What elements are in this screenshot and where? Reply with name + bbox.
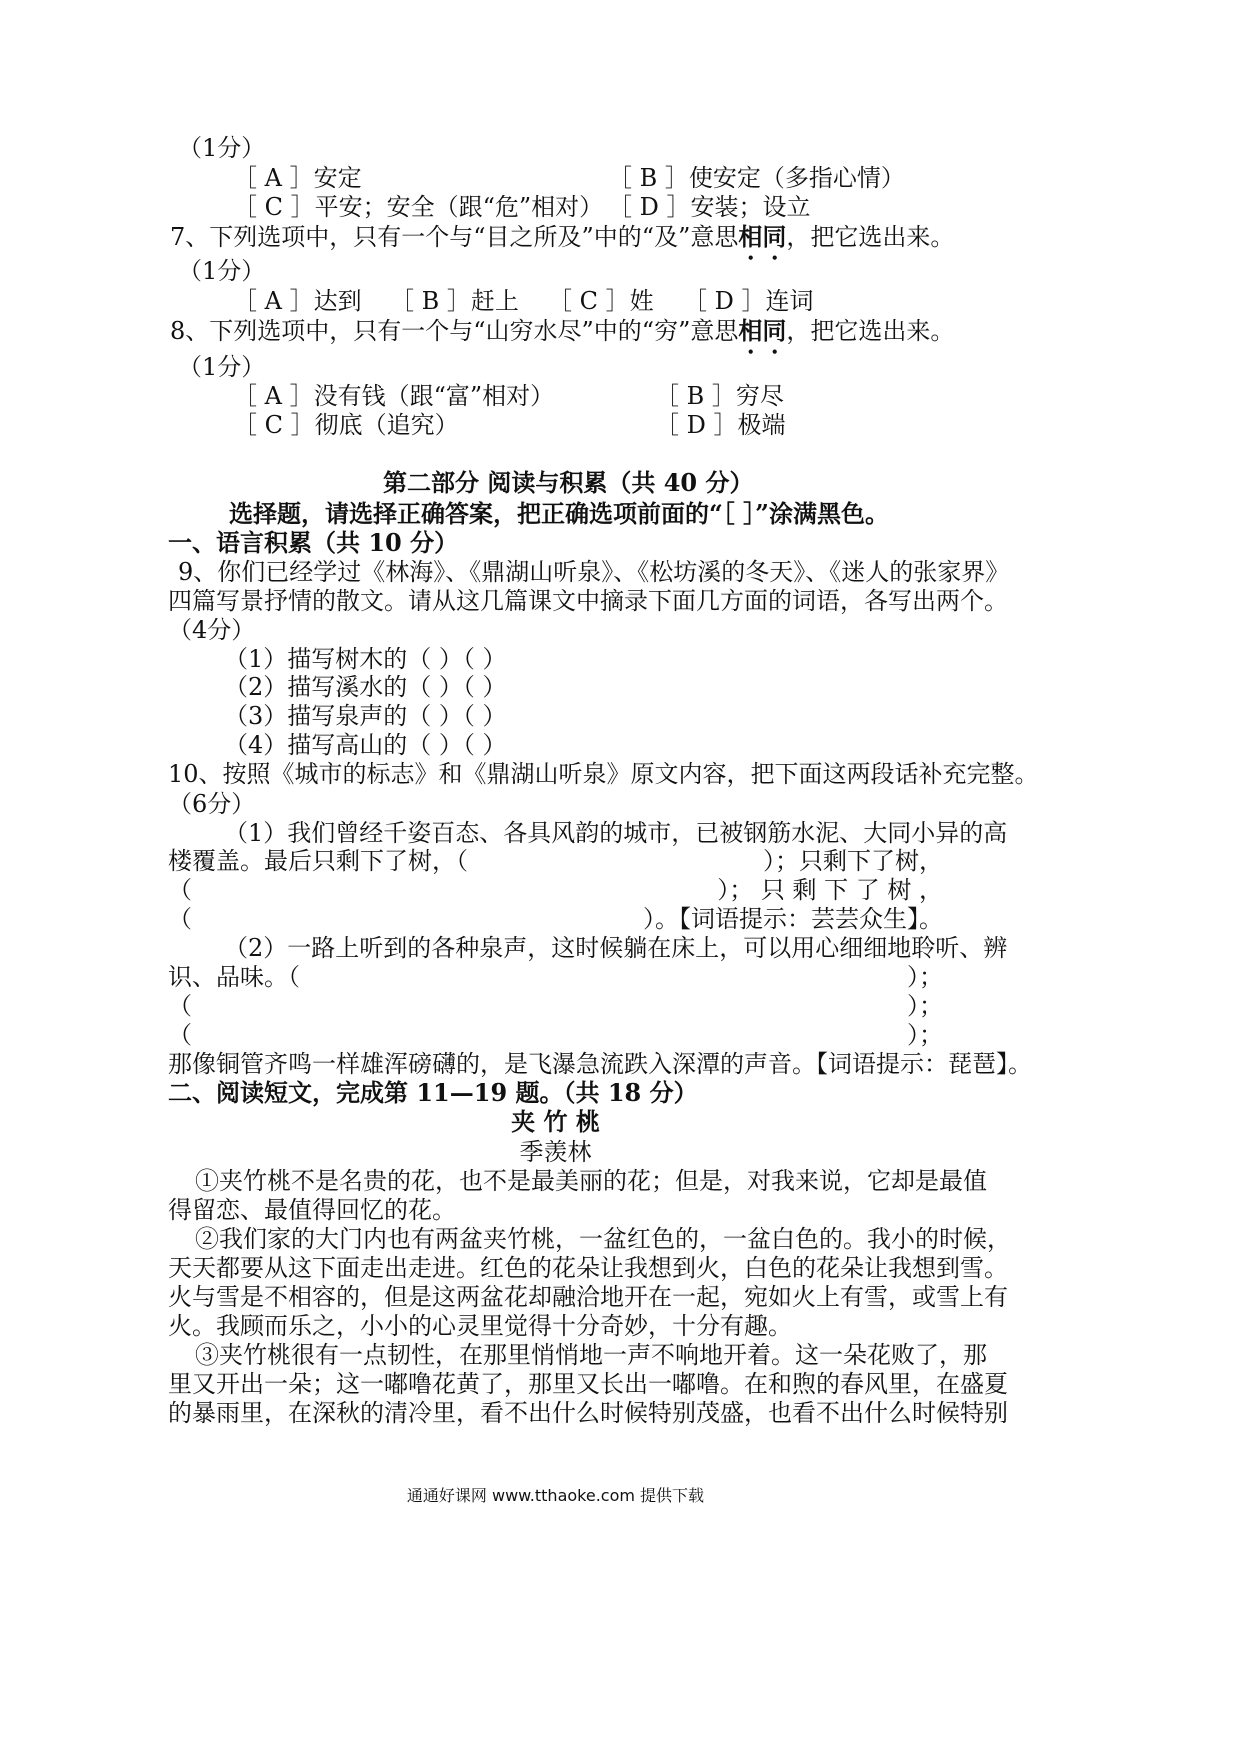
q10-p2-line-3[interactable]	[168, 991, 943, 1021]
q8-emphasis: 相同	[738, 316, 787, 345]
q8-text-after: ，把它选出来。	[786, 317, 955, 345]
q7-option-d[interactable]: ［ D ］连词	[683, 287, 814, 315]
passage-p1-line-2: 得留恋、最值得回忆的花。	[168, 1196, 456, 1224]
q10-p1-line-3[interactable]	[168, 875, 943, 905]
part2-title: 第二部分 阅读与积累（共 40 分）	[383, 468, 754, 497]
section2-heading: 二、阅读短文，完成第 11—19 题。（共 18 分）	[168, 1078, 698, 1107]
q8-score: （1分）	[178, 353, 266, 381]
q10-p1-line-3-right: ）； 只 剩 下 了 树 ，	[717, 876, 943, 904]
section1-heading: 一、语言积累（共 10 分）	[168, 528, 459, 557]
passage-author: 季羡林	[519, 1138, 592, 1166]
q10-p1-line-1: （1）我们曾经千姿百态、各具风韵的城市，已被钢筋水泥、大同小异的高	[224, 819, 1008, 847]
q8-question	[170, 316, 954, 359]
q10-p1-line-4-left: （	[168, 905, 192, 933]
q9-item-3[interactable]: （3）描写泉声的（ ）（ ）	[224, 702, 507, 730]
q8-option-b[interactable]: ［ B ］穷尽	[655, 382, 784, 410]
q9-item-1[interactable]: （1）描写树木的（ ）（ ）	[224, 645, 507, 673]
q10-p1-line-3-left: （	[168, 876, 192, 904]
q10-p2-line-1: （2）一路上听到的各种泉声，这时候躺在床上，可以用心细细地聆听、辨	[224, 934, 1008, 962]
q7-emphasis: 相同	[738, 222, 787, 251]
q7-question	[170, 222, 954, 265]
q10-score: （6分）	[168, 790, 256, 818]
q10-p2-line-2[interactable]	[168, 962, 943, 992]
q10-p1-line-2-right: ）；只剩下了树，	[763, 847, 943, 875]
q10-p2-line-3-left: （	[168, 992, 192, 1020]
q6-option-b[interactable]: ［ B ］使安定（多指心情）	[608, 164, 905, 192]
q7-text-after: ，把它选出来。	[786, 223, 955, 251]
passage-p2-line-3: 火与雪是不相容的，但是这两盆花却融洽地开在一起，宛如火上有雪，或雪上有	[168, 1283, 1008, 1311]
passage-p1-line-1: ①夹竹桃不是名贵的花，也不是最美丽的花；但是，对我来说，它却是最值	[195, 1167, 987, 1195]
q10-p2-line-4[interactable]	[168, 1020, 943, 1050]
q10-p2-line-2-left: 识、品味。（	[168, 963, 300, 991]
q6-option-a[interactable]: ［ A ］安定	[233, 164, 362, 192]
q7-option-a[interactable]: ［ A ］达到	[233, 287, 362, 315]
q7-option-c[interactable]: ［ C ］姓	[548, 287, 654, 315]
q10-p2-line-4-right: ）；	[907, 1021, 943, 1049]
q10-p1-line-4[interactable]	[168, 904, 943, 934]
q10-p2-line-2-right: ）；	[907, 963, 943, 991]
q9-score: （4分）	[168, 616, 256, 644]
passage-p3-line-2: 里又开出一朵；这一嘟噜花黄了，那里又长出一嘟噜。在和煦的春风里，在盛夏	[168, 1370, 1008, 1398]
passage-p2-line-1: ②我们家的大门内也有两盆夹竹桃，一盆红色的，一盆白色的。我小的时候，	[195, 1225, 1011, 1253]
q9-item-2[interactable]: （2）描写溪水的（ ）（ ）	[224, 673, 507, 701]
q10-p1-line-2[interactable]	[168, 846, 943, 876]
q7-text-before: 7、下列选项中，只有一个与“目之所及”中的“及”意思	[170, 223, 739, 251]
q10-line-1: 10、按照《城市的标志》和《鼎湖山听泉》原文内容，把下面这两段话补充完整。	[168, 760, 1039, 788]
q10-p1-line-4-right: ）。【词语提示：芸芸众生】。	[643, 905, 943, 933]
q9-item-4[interactable]: （4）描写高山的（ ）（ ）	[224, 731, 507, 759]
passage-p2-line-2: 天天都要从这下面走出走进。红色的花朵让我想到火，白色的花朵让我想到雪。	[168, 1254, 1008, 1282]
passage-title: 夹 竹 桃	[511, 1107, 600, 1136]
q10-p1-line-2-left: 楼覆盖。最后只剩下了树，（	[168, 847, 468, 875]
q6-option-d[interactable]: ［ D ］安装；设立	[608, 193, 811, 221]
q7-option-b[interactable]: ［ B ］赶上	[390, 287, 519, 315]
q9-line-1: 9、你们已经学过《林海》、《鼎湖山听泉》、《松坊溪的冬天》、《迷人的张家界》	[178, 558, 1010, 586]
page-footer: 通通好课网 www.tthaoke.com 提供下载	[406, 1486, 705, 1505]
q10-p2-line-4-left: （	[168, 1021, 192, 1049]
q6-score: （1分）	[178, 134, 266, 162]
q8-option-c[interactable]: ［ C ］彻底（追究）	[233, 411, 459, 439]
q6-option-c[interactable]: ［ C ］平安；安全（跟“危”相对）	[233, 193, 604, 221]
q8-text-before: 8、下列选项中，只有一个与“山穷水尽”中的“穷”意思	[170, 317, 739, 345]
passage-p2-line-4: 火。我顾而乐之，小小的心灵里觉得十分奇妙，十分有趣。	[168, 1312, 792, 1340]
q8-option-d[interactable]: ［ D ］极端	[655, 411, 786, 439]
passage-p3-line-3: 的暴雨里，在深秋的清冷里，看不出什么时候特别茂盛，也看不出什么时候特别	[168, 1399, 1008, 1427]
q9-line-2: 四篇写景抒情的散文。请从这几篇课文中摘录下面几方面的词语，各写出两个。	[168, 587, 1008, 615]
passage-p3-line-1: ③夹竹桃很有一点韧性，在那里悄悄地一声不响地开着。这一朵花败了，那	[195, 1341, 987, 1369]
q10-p2-line-5: 那像铜管齐鸣一样雄浑磅礴的，是飞瀑急流跌入深潭的声音。【词语提示：琵琶】。	[168, 1050, 1032, 1078]
q10-p2-line-3-right: ）；	[907, 992, 943, 1020]
part2-instruction: 选择题，请选择正确答案，把正确选项前面的“［ ］”涂满黑色。	[229, 499, 889, 528]
q8-option-a[interactable]: ［ A ］没有钱（跟“富”相对）	[233, 382, 555, 410]
q7-score: （1分）	[178, 257, 266, 285]
